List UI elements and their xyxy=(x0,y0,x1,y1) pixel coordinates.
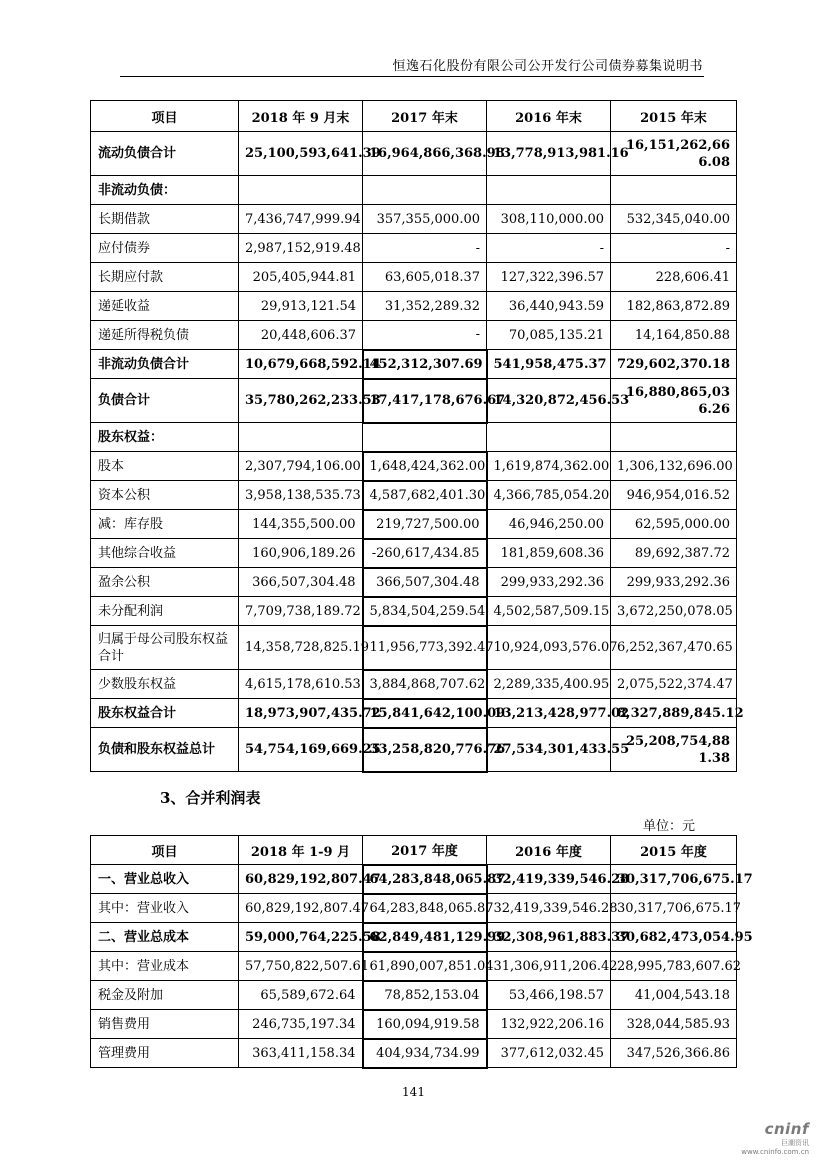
table-row xyxy=(91,539,737,568)
cell-value: 2,289,335,400.95 xyxy=(487,670,611,699)
row-label: 股东权益： xyxy=(91,423,239,452)
logo-chinese-name: 巨潮资讯 xyxy=(781,1139,809,1147)
logo-url: www.cninfo.com.cn xyxy=(741,1148,809,1156)
cell-value: - xyxy=(611,234,737,263)
table-row xyxy=(91,626,737,670)
row-label: 长期应付款 xyxy=(91,263,239,292)
table-row xyxy=(91,510,737,539)
header-divider xyxy=(120,76,704,77)
cell-value: 33,258,820,776.76 xyxy=(363,728,487,772)
cell-value: 328,044,585.93 xyxy=(611,1010,737,1039)
table-header-row xyxy=(91,836,737,865)
table-row xyxy=(91,923,737,952)
table-row xyxy=(91,670,737,699)
cell-value: 89,692,387.72 xyxy=(611,539,737,568)
cell-value: 31,306,911,206.42 xyxy=(487,952,611,981)
table-row xyxy=(91,1039,737,1068)
cell-value xyxy=(487,423,611,452)
cell-value: 32,419,339,546.28 xyxy=(487,894,611,923)
page-number: 141 xyxy=(402,1085,425,1099)
cell-value: 65,589,672.64 xyxy=(239,981,363,1010)
cell-value: 308,110,000.00 xyxy=(487,205,611,234)
row-label: 负债和股东权益总计 xyxy=(91,728,239,772)
cell-value: 6,252,367,470.65 xyxy=(611,626,737,670)
column-header: 项目 xyxy=(91,101,239,132)
table-row xyxy=(91,205,737,234)
cell-value: 144,355,500.00 xyxy=(239,510,363,539)
row-label: 流动负债合计 xyxy=(91,132,239,176)
column-header: 2017 年度 xyxy=(363,836,487,865)
table-row xyxy=(91,350,737,379)
cell-value: 3,884,868,707.62 xyxy=(363,670,487,699)
cell-value: 32,419,339,546.28 xyxy=(487,865,611,894)
cell-value: 53,466,198.57 xyxy=(487,981,611,1010)
row-label: 长期借款 xyxy=(91,205,239,234)
cell-value: 299,933,292.36 xyxy=(611,568,737,597)
cell-value: 30,317,706,675.17 xyxy=(611,894,737,923)
row-label: 股东权益合计 xyxy=(91,699,239,728)
row-label: 税金及附加 xyxy=(91,981,239,1010)
table-row xyxy=(91,452,737,481)
cell-value xyxy=(611,423,737,452)
cell-value: 219,727,500.00 xyxy=(363,510,487,539)
cell-value: 347,526,366.86 xyxy=(611,1039,737,1068)
cell-value: 377,612,032.45 xyxy=(487,1039,611,1068)
row-label: 管理费用 xyxy=(91,1039,239,1068)
cell-value: 29,913,121.54 xyxy=(239,292,363,321)
cell-value: 946,954,016.52 xyxy=(611,481,737,510)
table-row xyxy=(91,699,737,728)
cell-value: 78,852,153.04 xyxy=(363,981,487,1010)
balance-sheet-table xyxy=(90,100,744,773)
table-row xyxy=(91,423,737,452)
cell-value: 62,849,481,129.99 xyxy=(363,923,487,952)
logo-brand-text: cninf xyxy=(764,1120,809,1138)
column-header: 2016 年末 xyxy=(487,101,611,132)
row-label: 股本 xyxy=(91,452,239,481)
cell-value: 64,283,848,065.87 xyxy=(363,865,487,894)
cninfo-logo xyxy=(739,1120,809,1156)
cell-value: 181,859,608.36 xyxy=(487,539,611,568)
cell-value: 63,605,018.37 xyxy=(363,263,487,292)
cell-value: 60,829,192,807.47 xyxy=(239,865,363,894)
cell-value: 13,213,428,977.02 xyxy=(487,699,611,728)
cell-value: 228,606.41 xyxy=(611,263,737,292)
column-header: 2015 年度 xyxy=(611,836,737,865)
cell-value: 160,094,919.58 xyxy=(363,1010,487,1039)
column-header: 2015 年末 xyxy=(611,101,737,132)
cell-value: 2,307,794,106.00 xyxy=(239,452,363,481)
cell-value: 1,619,874,362.00 xyxy=(487,452,611,481)
cell-value: 14,320,872,456.53 xyxy=(487,379,611,423)
column-header: 2017 年末 xyxy=(363,101,487,132)
cell-value: 1,648,424,362.00 xyxy=(363,452,487,481)
cell-value xyxy=(487,176,611,205)
cell-value: 4,502,587,509.15 xyxy=(487,597,611,626)
row-label: 递延收益 xyxy=(91,292,239,321)
cell-value: 31,352,289.32 xyxy=(363,292,487,321)
table-row xyxy=(91,132,737,176)
column-header: 2018 年 1-9 月 xyxy=(239,836,363,865)
table-row xyxy=(91,263,737,292)
row-label: 减：库存股 xyxy=(91,510,239,539)
cell-value xyxy=(363,423,487,452)
cell-value: 54,754,169,669.25 xyxy=(239,728,363,772)
table-row xyxy=(91,379,737,423)
table-row xyxy=(91,292,737,321)
cell-value: 4,615,178,610.53 xyxy=(239,670,363,699)
cell-value: 32,308,961,883.37 xyxy=(487,923,611,952)
table-row xyxy=(91,981,737,1010)
cell-value: 16,964,866,368.98 xyxy=(363,132,487,176)
row-label: 一、营业总收入 xyxy=(91,865,239,894)
cell-value: -260,617,434.85 xyxy=(363,539,487,568)
cell-value: 14,164,850.88 xyxy=(611,321,737,350)
cell-value: 10,679,668,592.14 xyxy=(239,350,363,379)
cell-value: 132,922,206.16 xyxy=(487,1010,611,1039)
cell-value: 16,151,262,666.08 xyxy=(611,132,737,176)
cell-value xyxy=(363,176,487,205)
cell-value: 7,709,738,189.72 xyxy=(239,597,363,626)
cell-value: 127,322,396.57 xyxy=(487,263,611,292)
cell-value: 5,834,504,259.54 xyxy=(363,597,487,626)
cell-value: 246,735,197.34 xyxy=(239,1010,363,1039)
row-label: 资本公积 xyxy=(91,481,239,510)
cell-value: 15,841,642,100.09 xyxy=(363,699,487,728)
cell-value: 366,507,304.48 xyxy=(239,568,363,597)
table-row xyxy=(91,481,737,510)
cell-value: 532,345,040.00 xyxy=(611,205,737,234)
cell-value: 35,780,262,233.53 xyxy=(239,379,363,423)
cell-value: 30,682,473,054.95 xyxy=(611,923,737,952)
cell-value: 28,995,783,607.62 xyxy=(611,952,737,981)
row-label: 负债合计 xyxy=(91,379,239,423)
cell-value: 4,587,682,401.30 xyxy=(363,481,487,510)
cell-value: 17,417,178,676.67 xyxy=(363,379,487,423)
cell-value: 404,934,734.99 xyxy=(363,1039,487,1068)
row-label: 递延所得税负债 xyxy=(91,321,239,350)
cell-value: 25,100,593,641.39 xyxy=(239,132,363,176)
cell-value: 18,973,907,435.72 xyxy=(239,699,363,728)
cell-value: 3,958,138,535.73 xyxy=(239,481,363,510)
cell-value: 27,534,301,433.55 xyxy=(487,728,611,772)
cell-value: 16,880,865,036.26 xyxy=(611,379,737,423)
income-statement-table xyxy=(90,835,753,1069)
cell-value: 36,440,943.59 xyxy=(487,292,611,321)
table-row xyxy=(91,597,737,626)
section-title: 3、合并利润表 xyxy=(160,789,261,807)
column-header: 项目 xyxy=(91,836,239,865)
cell-value: 46,946,250.00 xyxy=(487,510,611,539)
row-label: 盈余公积 xyxy=(91,568,239,597)
cell-value: 14,358,728,825.19 xyxy=(239,626,363,670)
row-label: 非流动负债： xyxy=(91,176,239,205)
table-row xyxy=(91,321,737,350)
cell-value: 20,448,606.37 xyxy=(239,321,363,350)
cell-value: 4,366,785,054.20 xyxy=(487,481,611,510)
cell-value: 2,075,522,374.47 xyxy=(611,670,737,699)
table-row xyxy=(91,1010,737,1039)
cell-value: 57,750,822,507.61 xyxy=(239,952,363,981)
cell-value: 11,956,773,392.47 xyxy=(363,626,487,670)
cell-value xyxy=(239,423,363,452)
cell-value: - xyxy=(363,234,487,263)
cell-value: 62,595,000.00 xyxy=(611,510,737,539)
row-label: 二、营业总成本 xyxy=(91,923,239,952)
cell-value: 1,306,132,696.00 xyxy=(611,452,737,481)
table-row xyxy=(91,894,737,923)
column-header: 2018 年 9 月末 xyxy=(239,101,363,132)
unit-label: 单位：元 xyxy=(643,819,696,834)
cell-value: 160,906,189.26 xyxy=(239,539,363,568)
table-row xyxy=(91,952,737,981)
cell-value: 3,672,250,078.05 xyxy=(611,597,737,626)
table-row xyxy=(91,865,737,894)
cell-value: 357,355,000.00 xyxy=(363,205,487,234)
row-label: 非流动负债合计 xyxy=(91,350,239,379)
cell-value: 541,958,475.37 xyxy=(487,350,611,379)
row-label: 其他综合收益 xyxy=(91,539,239,568)
cell-value: 59,000,764,225.58 xyxy=(239,923,363,952)
row-label: 未分配利润 xyxy=(91,597,239,626)
cell-value: 61,890,007,851.04 xyxy=(363,952,487,981)
cell-value: 363,411,158.34 xyxy=(239,1039,363,1068)
cell-value: 182,863,872.89 xyxy=(611,292,737,321)
cell-value xyxy=(239,176,363,205)
cell-value xyxy=(611,176,737,205)
cell-value: 205,405,944.81 xyxy=(239,263,363,292)
cell-value: 60,829,192,807.47 xyxy=(239,894,363,923)
table-row xyxy=(91,234,737,263)
cell-value: 25,208,754,881.38 xyxy=(611,728,737,772)
cell-value: 729,602,370.18 xyxy=(611,350,737,379)
cell-value: 452,312,307.69 xyxy=(363,350,487,379)
cell-value: 299,933,292.36 xyxy=(487,568,611,597)
cell-value: 8,327,889,845.12 xyxy=(611,699,737,728)
cell-value: 366,507,304.48 xyxy=(363,568,487,597)
cell-value: 70,085,135.21 xyxy=(487,321,611,350)
cell-value: 13,778,913,981.16 xyxy=(487,132,611,176)
cell-value: 7,436,747,999.94 xyxy=(239,205,363,234)
cell-value: 64,283,848,065.87 xyxy=(363,894,487,923)
row-label: 销售费用 xyxy=(91,1010,239,1039)
table-header-row xyxy=(91,101,737,132)
cell-value: 10,924,093,576.07 xyxy=(487,626,611,670)
table-row xyxy=(91,728,737,772)
row-label: 归属于母公司股东权益合计 xyxy=(91,626,239,670)
column-header: 2016 年度 xyxy=(487,836,611,865)
cell-value: - xyxy=(363,321,487,350)
row-label: 应付债券 xyxy=(91,234,239,263)
table-row xyxy=(91,568,737,597)
row-label: 少数股东权益 xyxy=(91,670,239,699)
cell-value: 2,987,152,919.48 xyxy=(239,234,363,263)
cell-value: 41,004,543.18 xyxy=(611,981,737,1010)
row-label: 其中：营业收入 xyxy=(91,894,239,923)
document-header-title: 恒逸石化股份有限公司公开发行公司债券募集说明书 xyxy=(392,59,703,74)
cell-value: 30,317,706,675.17 xyxy=(611,865,737,894)
table-row xyxy=(91,176,737,205)
cell-value: - xyxy=(487,234,611,263)
row-label: 其中：营业成本 xyxy=(91,952,239,981)
